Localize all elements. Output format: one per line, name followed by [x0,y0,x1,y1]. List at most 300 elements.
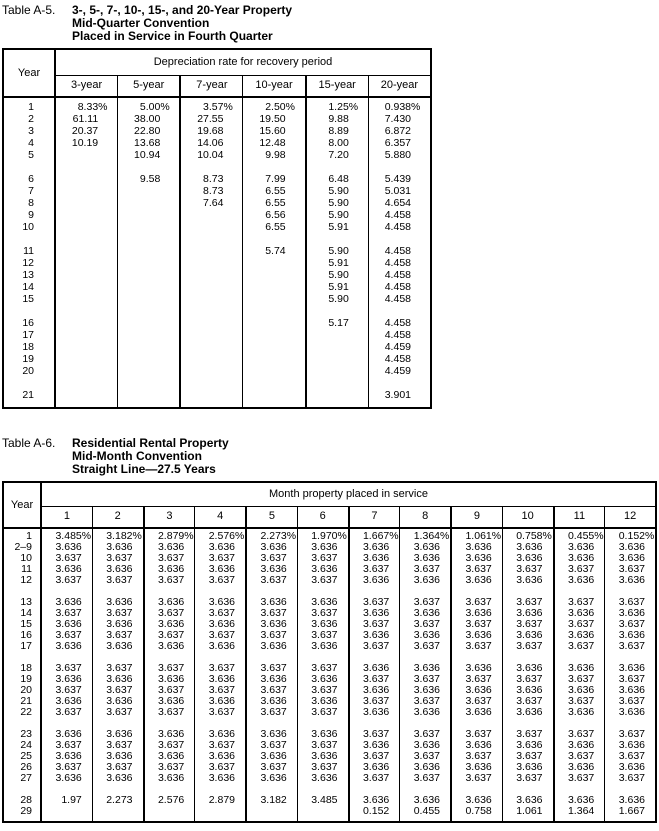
table-cell [243,293,306,305]
column-header: 20-year [368,75,431,97]
table-cell: 3.637 [349,564,400,575]
table-cell: 3.637 [502,729,553,740]
year-cell: 11 [3,564,41,575]
table-cell: 3.485% [41,531,92,542]
table-cell [118,161,181,173]
table-cell: 3.636 [41,674,92,685]
table-cell: 3.637 [41,762,92,773]
table-cell [451,817,502,822]
table-cell [55,305,118,317]
table-cell [41,806,92,817]
table-cell: 0.758 [451,806,502,817]
table-cell: 3.636 [451,762,502,773]
table-row [3,125,431,137]
table-cell: 3.182% [92,531,143,542]
table-cell: 2.576% [195,531,246,542]
table-cell: 4.458 [368,245,431,257]
column-header: 8 [400,506,451,528]
table-cell: 3.636 [349,553,400,564]
table-cell: 3.637 [554,696,605,707]
table-cell: 3.637 [195,553,246,564]
table-cell [92,806,143,817]
table-cell [118,353,181,365]
table-cell [243,365,306,377]
table-cell: 3.636 [349,608,400,619]
table-cell: 3.636 [554,630,605,641]
table-cell [243,269,306,281]
table-cell: 3.637 [400,619,451,630]
table-cell: 3.636 [605,707,656,718]
table-cell: 3.637 [349,597,400,608]
table-cell: 3.637 [144,553,195,564]
table-cell: 3.636 [92,751,143,762]
table-cell [243,389,306,401]
table-row [3,389,431,401]
title-line: Placed in Service in Fourth Quarter [72,29,273,43]
table-cell: 3.636 [400,762,451,773]
table-row [3,293,431,305]
table-cell [118,221,181,233]
table-cell: 3.636 [400,740,451,751]
column-header: 4 [195,506,246,528]
table-cell: 3.636 [41,564,92,575]
table-cell [180,257,243,269]
table-cell: 38.00 [118,113,181,125]
table-cell: 3.636 [605,608,656,619]
table-cell: 1.364% [400,531,451,542]
table-cell: 3.636 [144,751,195,762]
table-cell: 3.637 [144,685,195,696]
table-cell: 3.637 [297,740,348,751]
table-cell: 3.636 [92,773,143,784]
table-cell: 3.636 [246,641,297,652]
table-cell [368,233,431,245]
year-cell: 17 [3,329,55,341]
table-cell: 3.637 [92,553,143,564]
table-cell: 3.636 [349,762,400,773]
table-cell [306,329,369,341]
table-cell [55,185,118,197]
table-cell: 3.636 [400,575,451,586]
year-cell: 10 [3,221,55,233]
table-cell: 3.636 [297,619,348,630]
table-cell [243,401,306,408]
column-header: 7-year [180,75,243,97]
year-cell: 16 [3,630,41,641]
table-cell: 3.636 [502,608,553,619]
table-cell: 3.637 [605,773,656,784]
table-cell: 3.637 [92,630,143,641]
table-cell: 3.637 [554,597,605,608]
table-cell [306,389,369,401]
table-cell: 8.00 [306,137,369,149]
table-cell: 3.637 [349,729,400,740]
table-cell [118,329,181,341]
table-cell [306,365,369,377]
table-cell: 6.357 [368,137,431,149]
table-row [3,185,431,197]
table-cell: 6.56 [243,209,306,221]
table-cell: 3.637 [297,630,348,641]
table-cell: 3.637 [554,773,605,784]
table-cell: 3.637 [297,575,348,586]
table-cell: 3.636 [451,553,502,564]
year-cell: 15 [3,619,41,630]
table-a6-title [72,437,229,476]
table-cell: 3.637 [502,751,553,762]
table-cell: 3.636 [41,597,92,608]
table-cell: 12.48 [243,137,306,149]
table-cell: 4.458 [368,209,431,221]
table-row [3,317,431,329]
table-a5-caption [2,4,659,43]
table-cell: 5.031 [368,185,431,197]
group-header: Depreciation rate for recovery period [55,49,431,75]
table-row [3,245,431,257]
table-cell [118,365,181,377]
table-cell: 3.636 [144,619,195,630]
spacer-row [3,161,431,173]
table-cell: 3.636 [502,630,553,641]
table-cell [55,341,118,353]
table-cell: 3.636 [349,685,400,696]
table-a6 [2,481,657,823]
table-cell [92,817,143,822]
column-header: 10-year [243,75,306,97]
table-cell [180,401,243,408]
table-cell [400,817,451,822]
table-cell: 1.364 [554,806,605,817]
table-cell: 3.637 [451,597,502,608]
table-cell: 3.637 [400,564,451,575]
table-cell: 3.637 [297,762,348,773]
table-cell: 4.459 [368,341,431,353]
table-cell [246,806,297,817]
table-cell: 3.636 [246,773,297,784]
table-cell: 3.636 [195,542,246,553]
column-header: 5-year [118,75,181,97]
table-cell: 1.97 [41,795,92,806]
table-cell: 3.637 [246,740,297,751]
table-cell: 3.637 [195,608,246,619]
table-cell: 3.636 [41,729,92,740]
table-cell: 3.637 [554,729,605,740]
table-cell [368,377,431,389]
table-cell [118,389,181,401]
table-cell: 2.273 [92,795,143,806]
table-cell: 3.636 [502,740,553,751]
spacer-row [3,817,656,822]
table-cell [118,377,181,389]
table-cell: 3.637 [502,597,553,608]
year-cell: 11 [3,245,55,257]
table-cell [55,317,118,329]
table-cell [349,817,400,822]
table-cell: 8.33% [55,101,118,113]
table-row [3,137,431,149]
table-cell [55,197,118,209]
table-body [3,528,656,822]
table-cell [118,197,181,209]
table-cell: 4.458 [368,293,431,305]
table-cell: 3.637 [605,619,656,630]
spacer-row [3,377,431,389]
table-cell: 7.20 [306,149,369,161]
table-cell: 3.636 [144,641,195,652]
table-cell: 3.637 [605,696,656,707]
table-cell: 6.55 [243,221,306,233]
year-cell: 10 [3,553,41,564]
table-cell: 3.637 [400,674,451,685]
year-cell: 15 [3,293,55,305]
table-row [3,795,656,806]
year-cell: 24 [3,740,41,751]
table-cell: 3.637 [195,762,246,773]
table-cell [297,806,348,817]
table-cell: 3.636 [144,773,195,784]
table-cell: 3.637 [400,597,451,608]
table-cell: 3.637 [144,762,195,773]
table-cell: 3.636 [297,729,348,740]
table-cell: 3.636 [554,740,605,751]
table-cell: 3.636 [195,674,246,685]
table-cell: 3.637 [605,641,656,652]
table-cell: 3.637 [41,608,92,619]
table-cell: 8.73 [180,185,243,197]
year-column-header: Year [3,49,55,97]
table-cell: 3.636 [92,597,143,608]
title-line: Straight Line—27.5 Years [72,462,216,476]
year-cell [3,401,55,408]
table-row [3,641,656,652]
table-cell [118,341,181,353]
table-cell: 8.73 [180,173,243,185]
table-cell: 3.637 [246,762,297,773]
table-cell: 8.89 [306,125,369,137]
table-cell [180,317,243,329]
table-cell: 9.58 [118,173,181,185]
table-cell: 0.455 [400,806,451,817]
table-cell: 27.55 [180,113,243,125]
table-cell: 3.637 [144,608,195,619]
table-cell: 7.430 [368,113,431,125]
table-cell: 0.152% [605,531,656,542]
table-cell: 20.37 [55,125,118,137]
year-cell: 13 [3,597,41,608]
column-header: 15-year [306,75,369,97]
table-cell: 3.637 [502,564,553,575]
table-cell: 3.636 [41,619,92,630]
table-cell [306,353,369,365]
table-cell: 3.636 [297,542,348,553]
table-row [3,281,431,293]
table-cell: 4.458 [368,353,431,365]
table-cell [118,401,181,408]
table-cell: 3.636 [451,608,502,619]
table-cell: 5.90 [306,293,369,305]
table-cell [55,257,118,269]
table-cell: 7.64 [180,197,243,209]
table-cell [368,161,431,173]
table-cell: 3.57% [180,101,243,113]
table-cell: 3.637 [195,575,246,586]
spacer-row [3,233,431,245]
table-cell: 3.636 [246,696,297,707]
table-cell: 3.636 [41,641,92,652]
table-cell [180,161,243,173]
table-cell: 3.637 [92,762,143,773]
year-cell: 21 [3,389,55,401]
table-cell: 3.636 [554,795,605,806]
title-line: Residential Rental Property [72,436,229,450]
table-row [3,269,431,281]
table-cell: 2.879% [144,531,195,542]
column-header: 3-year [55,75,118,97]
table-cell [55,149,118,161]
table-cell: 3.637 [41,707,92,718]
table-cell [368,401,431,408]
table-cell: 3.636 [502,553,553,564]
table-cell: 3.636 [144,542,195,553]
table-cell [55,269,118,281]
table-cell: 3.636 [502,795,553,806]
table-cell: 3.636 [502,575,553,586]
table-cell: 3.636 [605,630,656,641]
table-cell: 4.459 [368,365,431,377]
table-cell: 5.91 [306,221,369,233]
column-header: 9 [451,506,502,528]
table-cell [180,329,243,341]
table-cell: 3.636 [297,641,348,652]
table-cell: 3.636 [349,630,400,641]
table-cell [243,317,306,329]
table-cell: 3.636 [451,685,502,696]
table-cell [41,817,92,822]
table-cell: 3.636 [400,707,451,718]
year-cell: 29 [3,806,41,817]
table-cell: 3.637 [400,641,451,652]
table-cell: 3.901 [368,389,431,401]
table-cell [118,281,181,293]
year-cell: 17 [3,641,41,652]
year-cell: 1 [3,531,41,542]
table-cell [55,173,118,185]
table-cell: 3.637 [195,707,246,718]
table-cell: 3.636 [554,542,605,553]
table-cell: 1.061 [502,806,553,817]
table-cell: 5.00% [118,101,181,113]
table-cell: 13.68 [118,137,181,149]
year-cell: 9 [3,209,55,221]
table-cell: 3.636 [451,707,502,718]
table-cell: 5.90 [306,245,369,257]
table-cell: 3.636 [502,663,553,674]
table-cell [180,293,243,305]
table-cell: 3.637 [605,751,656,762]
table-a6-caption [2,437,659,476]
year-cell: 14 [3,608,41,619]
table-cell: 3.637 [246,575,297,586]
table-cell: 2.879 [195,795,246,806]
table-cell: 3.637 [605,729,656,740]
table-cell: 6.48 [306,173,369,185]
table-cell [368,305,431,317]
table-a5-label: Table A-5. [2,3,56,17]
table-cell: 3.637 [502,641,553,652]
table-row [3,101,431,113]
table-cell: 19.50 [243,113,306,125]
spacer-row [3,305,431,317]
header-row [3,506,656,528]
table-cell: 3.637 [400,751,451,762]
year-cell: 28 [3,795,41,806]
table-cell: 3.636 [195,597,246,608]
table-cell: 3.636 [349,663,400,674]
table-cell: 10.04 [180,149,243,161]
table-cell: 3.636 [502,762,553,773]
table-cell: 3.636 [349,740,400,751]
table-cell: 3.637 [41,740,92,751]
table-cell: 3.637 [195,685,246,696]
table-cell [246,817,297,822]
table-cell [306,401,369,408]
table-cell: 3.637 [297,553,348,564]
table-cell [180,377,243,389]
table-cell: 3.637 [41,685,92,696]
table-cell [180,341,243,353]
table-cell: 1.970% [297,531,348,542]
table-row [3,365,431,377]
table-cell [306,233,369,245]
year-cell: 7 [3,185,55,197]
year-cell: 22 [3,707,41,718]
table-row [3,707,656,718]
table-cell: 1.25% [306,101,369,113]
table-cell: 3.636 [605,740,656,751]
table-cell: 3.636 [92,564,143,575]
table-cell: 3.636 [92,542,143,553]
table-cell: 3.637 [297,685,348,696]
table-cell: 3.637 [451,564,502,575]
table-cell: 3.636 [195,619,246,630]
table-cell: 3.637 [400,773,451,784]
table-cell: 4.458 [368,257,431,269]
table-cell: 3.182 [246,795,297,806]
table-cell: 6.55 [243,185,306,197]
table-cell: 3.636 [297,696,348,707]
table-cell [55,245,118,257]
table-cell: 3.636 [195,751,246,762]
table-cell: 3.637 [349,619,400,630]
table-cell: 3.637 [41,553,92,564]
year-cell: 20 [3,685,41,696]
year-cell: 19 [3,353,55,365]
table-cell: 61.11 [55,113,118,125]
table-cell [554,817,605,822]
table-cell: 3.637 [41,575,92,586]
table-row [3,197,431,209]
table-cell: 3.636 [554,608,605,619]
table-cell [55,401,118,408]
table-cell: 3.637 [41,663,92,674]
table-cell: 3.637 [144,663,195,674]
table-row [3,173,431,185]
table-cell: 3.636 [554,707,605,718]
table-cell: 3.636 [605,575,656,586]
table-cell: 3.636 [246,619,297,630]
table-cell: 3.636 [195,564,246,575]
table-cell: 5.91 [306,257,369,269]
